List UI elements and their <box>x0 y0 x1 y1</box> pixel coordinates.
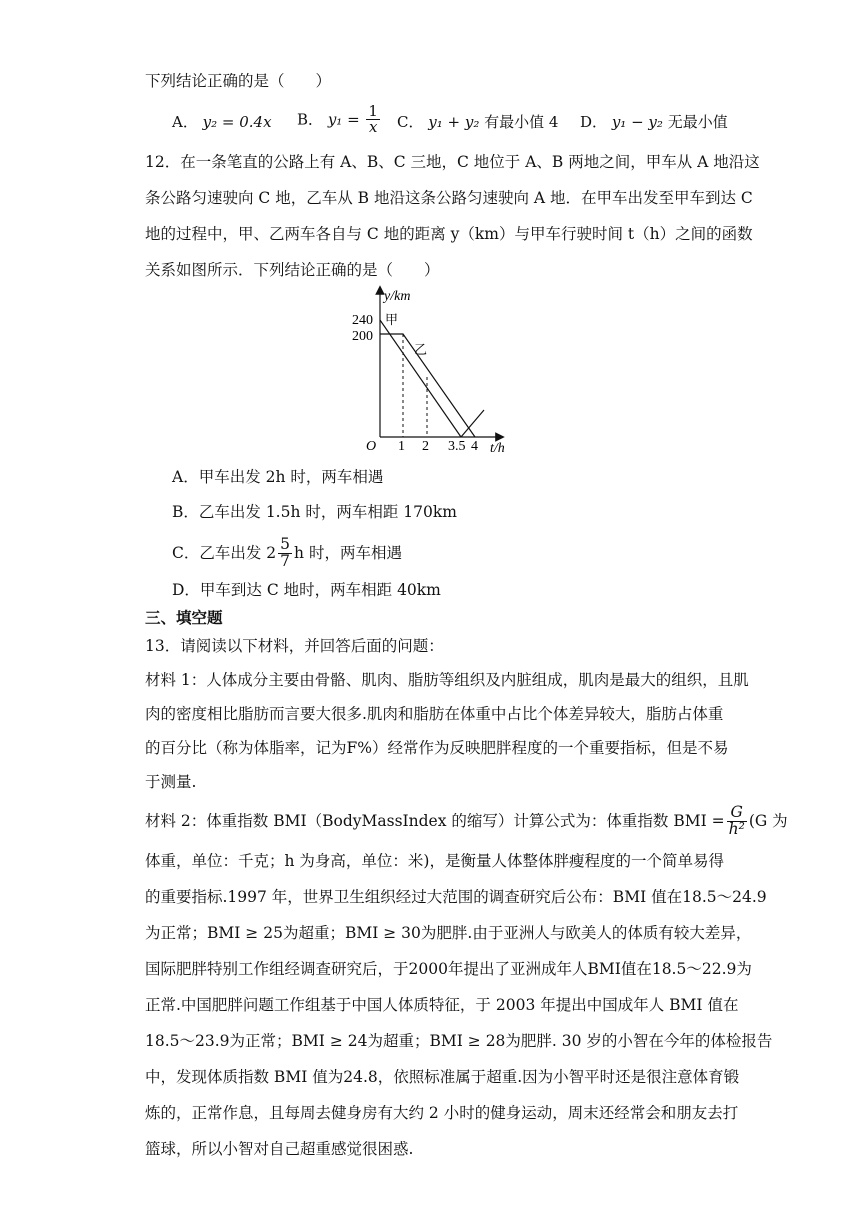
q13-m2-line-7: 18.5～23.9为正常；BMI ≥ 24为超重；BMI ≥ 28为肥胖. 30 岁的小智在今年的体检报告 <box>145 1032 773 1050</box>
x-tick-1: 1 <box>398 439 405 454</box>
q12-option-a: A．甲车出发 2h 时，两车相遇 <box>172 468 384 486</box>
q13-intro: 13．请阅读以下材料，并回答后面的问题： <box>145 637 444 655</box>
q11-option-b: B． y₁ = $\frac{1}{x}$ <box>297 102 378 136</box>
q12-line-3: 地的过程中，甲、乙两车各自与 C 地的距离 y（km）与甲车行驶时间 t（h）之间的函数 <box>145 225 753 243</box>
q13-m2-line-3: 的重要指标.1997 年，世界卫生组织经过大范围的调查研究后公布：BMI 值在18.5～24.9 <box>145 888 767 906</box>
q13-m1-line-4: 于测量. <box>145 773 197 791</box>
y-axis-label: y/km <box>384 289 411 304</box>
y-tick-200: 200 <box>352 329 373 344</box>
q12-function-graph <box>340 282 520 457</box>
q12-option-c-fraction: $\frac{5}{7}$ <box>280 535 291 570</box>
y-tick-240: 240 <box>352 313 373 328</box>
q12-option-c: C．乙车出发 2 $\frac{5}{7}$ h 时，两车相遇 <box>172 535 402 570</box>
q11-options <box>172 102 732 144</box>
series-jia-line <box>380 320 461 437</box>
q13-m2-line-4: 为正常；BMI ≥ 25为超重；BMI ≥ 30为肥胖.由于亚洲人与欧美人的体质有较大差异， <box>145 924 752 942</box>
section-title-fill-blank: 三、填空题 <box>145 609 223 627</box>
q13-m2-line-10: 篮球，所以小智对自己超重感觉很困惑. <box>145 1140 414 1158</box>
q11-option-b-fraction: $\frac{1}{x}$ <box>368 102 378 136</box>
q13-m1-line-2: 肉的密度相比脂肪而言要大很多.肌肉和脂肪在体重中占比个体差异较大，脂肪占体重 <box>145 705 724 723</box>
q11-stem: 下列结论正确的是（ ） <box>145 72 332 90</box>
q12-option-b: B．乙车出发 1.5h 时，两车相距 170km <box>172 503 457 521</box>
x-tick-4: 4 <box>471 439 478 454</box>
q11-option-a: A． y₂ = 0.4x <box>172 113 272 131</box>
q13-m1-line-3: 的百分比（称为体脂率，记为F%）经常作为反映肥胖程度的一个重要指标，但是不易 <box>145 739 729 757</box>
q13-m2-line-9: 炼的，正常作息，且每周去健身房有大约 2 小时的健身运动，周末还经常会和朋友去打 <box>145 1104 739 1122</box>
q13-m2-line-2: 体重，单位：千克；h 为身高，单位：米)，是衡量人体整体胖瘦程度的一个简单易得 <box>145 852 724 870</box>
q13-m2-line-6: 正常.中国肥胖问题工作组基于中国人体质特征，于 2003 年提出中国成年人 BMI 值在 <box>145 996 739 1014</box>
q13-m1-line-1: 材料 1：人体成分主要由骨骼、肌肉、脂肪等组织及内脏组成，肌肉是最大的组织，且肌 <box>145 671 749 689</box>
q12-line-4: 关系如图所示．下列结论正确的是（ ） <box>145 261 440 279</box>
q13-m2-line-8: 中，发现体质指数 BMI 值为24.8，依照标准属于超重.因为小智平时还是很注意体育锻 <box>145 1068 740 1086</box>
q12-line-2: 条公路匀速驶向 C 地，乙车从 B 地沿这条公路匀速驶向 A 地．在甲车出发至甲车到达 C <box>145 189 753 207</box>
x-tick-2: 2 <box>422 439 429 454</box>
origin-label: O <box>366 439 377 454</box>
series-label-yi: 乙 <box>414 342 428 357</box>
q13-m2-line-5: 国际肥胖特别工作组经调查研究后，于2000年提出了亚洲成年人BMI值在18.5～22.9为 <box>145 960 752 978</box>
q11-option-d: D． y₁ − y₂ 无最小值 <box>580 113 728 131</box>
bmi-formula-fraction: $\frac{G}{\text{h²}}$ <box>728 803 745 838</box>
q12-line-1: 12．在一条笔直的公路上有 A、B、C 三地，C 地位于 A、B 两地之间，甲车从 A 地沿这 <box>145 153 760 171</box>
q13-m2-line-1: 材料 2：体重指数 BMI（BodyMassIndex 的缩写）计算公式为：体重指数 BMI = $\frac{G}{\text{h²}}$ (G 为 <box>145 803 788 838</box>
x-axis-label: t/h <box>490 441 505 456</box>
q11-option-c: C． y₁ + y₂ 有最小值 4 <box>397 113 559 131</box>
x-tick-3-5: 3.5 <box>448 439 466 454</box>
q12-option-d: D．甲车到达 C 地时，两车相距 40km <box>172 581 441 599</box>
series-label-jia: 甲 <box>385 312 399 327</box>
